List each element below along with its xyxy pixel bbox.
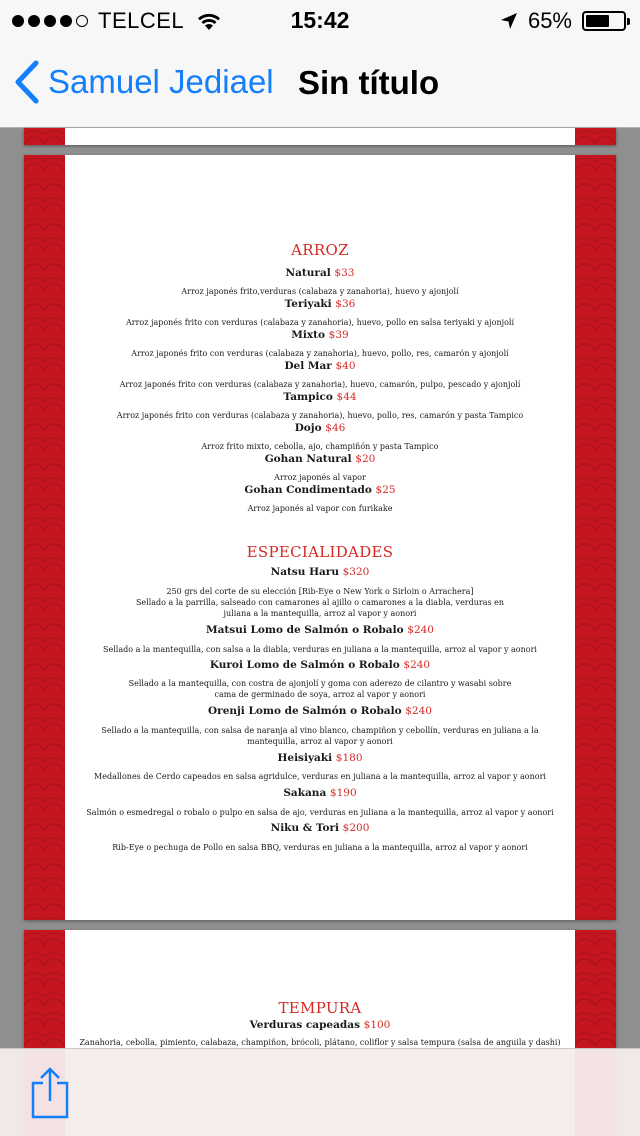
menu-item: Orenji Lomo de Salmón o Robalo $240	[208, 705, 432, 717]
navigation-bar	[0, 40, 640, 128]
back-button-label: Samuel Jediael	[48, 63, 274, 100]
item-description: Salmón o esmedregal o robalo o pulpo en salsa de ajo, verduras en juliana a la mantequilla, arroz al vapor y aonori	[86, 808, 554, 817]
share-icon	[30, 1067, 70, 1119]
item-description: Sellado a la mantequilla, con costra de ajonjolí y goma con aderezo de cilantro y wasabi sobre cama de germinado de soya, arroz al vapor y aonori	[128, 679, 512, 699]
page-border-pattern	[575, 128, 616, 145]
carrier-name: TELCEL	[98, 8, 185, 33]
section-title-tempura: TEMPURA	[278, 999, 362, 1017]
item-description: Arroz japonés frito con verduras (calabaza y zanahoria), huevo, pollo, res, camarón y ajonjolí	[131, 349, 509, 358]
item-description: Sellado a la mantequilla, con salsa de naranja al vino blanco, champiñon y cebollín, verduras en juliana a la mantequilla, arroz al vapor y aonori	[101, 726, 539, 746]
item-description: Arroz japonés frito con verduras (calabaza y zanahoria), huevo, pollo en salsa teriyaki y ajonjolí	[125, 318, 515, 327]
menu-item: Verduras capeadas $100	[249, 1019, 391, 1031]
item-description: Sellado a la mantequilla, con salsa a la diabla, verduras en juliana a la mantequilla, arroz al vapor y aonori	[103, 645, 537, 654]
page-title: Sin título	[298, 64, 440, 101]
item-description: Arroz frito mixto, cebolla, ajo, champiñón y pasta Tampico	[201, 442, 439, 451]
bottom-toolbar	[0, 1048, 640, 1136]
menu-item: Sakana $190	[283, 787, 357, 799]
menu-item: Heisiyaki $180	[277, 752, 363, 764]
battery-icon	[582, 11, 626, 31]
menu-item: Teriyaki $36	[284, 298, 356, 310]
menu-item: Gohan Natural $20	[264, 453, 376, 465]
status-bar	[0, 0, 640, 40]
menu-item: Natsu Haru $320	[270, 566, 370, 578]
menu-item: Kuroi Lomo de Salmón o Robalo $240	[209, 659, 431, 671]
back-button[interactable]	[14, 60, 274, 104]
item-description: Arroz japonés frito,verduras (calabaza y zanahoria), huevo y ajonjolí	[181, 287, 459, 296]
page-border-pattern	[24, 155, 65, 920]
item-description: Arroz japonés frito con verduras (calabaza y zanahoria), huevo, pollo, res, camarón y pasta Tampico	[116, 411, 524, 420]
section-title-arroz: ARROZ	[291, 241, 349, 259]
section-title-especialidades: ESPECIALIDADES	[246, 543, 394, 561]
menu-sheet	[65, 155, 575, 920]
item-description: Sellado a la parrilla, salseado con camarones al ajillo o camarones a la diabla, verduras en juliana a la mantequilla, arroz al vapor y aonori	[135, 598, 505, 618]
menu-item: Matsui Lomo de Salmón o Robalo $240	[206, 624, 434, 636]
menu-item: Mixto $39	[291, 329, 349, 341]
location-arrow-icon	[500, 12, 518, 30]
item-description: Arroz japonés al vapor	[274, 473, 366, 482]
item-description: Arroz japonés al vapor con furikake	[247, 504, 393, 513]
menu-item: Natural $33	[285, 267, 355, 279]
battery-percent: 65%	[527, 8, 572, 33]
document-page[interactable]	[24, 155, 616, 920]
item-description: Zanahoria, cebolla, pimiento, calabaza, champiñon, brócoli, plátano, coliflor y salsa tempura (salsa de anguila y dashi)	[79, 1038, 561, 1047]
share-button[interactable]	[30, 1067, 70, 1124]
menu-item: Niku & Tori $200	[270, 822, 370, 834]
chevron-left-icon	[14, 60, 40, 104]
menu-item: Tampico $44	[283, 391, 357, 403]
menu-item: Dojo $46	[294, 422, 346, 434]
menu-item: Del Mar $40	[284, 360, 356, 372]
menu-item: Gohan Condimentado $25	[244, 484, 396, 496]
page-border-pattern	[575, 155, 616, 920]
document-page-previous	[24, 128, 616, 145]
item-description: 250 grs del corte de su elección [Rib-Eye o New York o Sirloin o Arrachera]	[166, 587, 474, 596]
item-description: Medallones de Cerdo capeados en salsa agridulce, verduras en juliana a la mantequilla, arroz al vapor y aonori	[94, 772, 546, 781]
clock: 15:42	[290, 7, 350, 33]
item-description: Arroz japonés frito con verduras (calabaza y zanahoria), huevo, camarón, pulpo, pescado y ajonjolí	[119, 380, 521, 389]
page-border-pattern	[24, 128, 65, 145]
item-description: Rib-Eye o pechuga de Pollo en salsa BBQ, verduras en juliana a la mantequilla, arroz al vapor y aonori	[112, 843, 528, 852]
